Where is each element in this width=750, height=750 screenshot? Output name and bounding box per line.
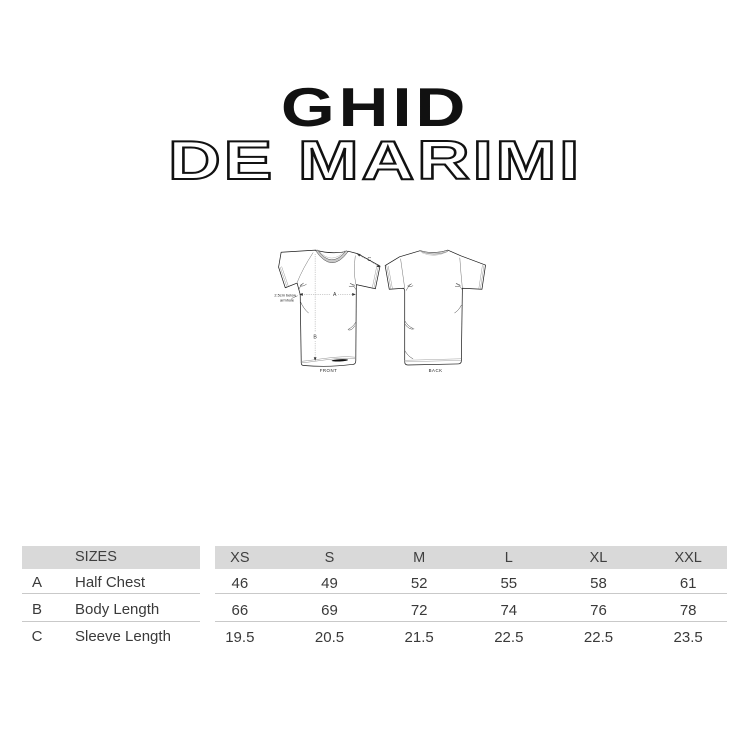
cell-value: 22.5 xyxy=(583,628,614,646)
size-header-m: M xyxy=(413,549,426,566)
size-header-s: S xyxy=(324,549,335,566)
cell-value: 66 xyxy=(231,601,249,619)
front-caption: FRONT xyxy=(319,368,338,374)
row-label: Body Length xyxy=(75,601,160,618)
size-column-headers xyxy=(195,546,733,569)
back-caption: BACK xyxy=(428,368,443,374)
size-header-xxl: XXL xyxy=(674,549,702,566)
cell-value: 23.5 xyxy=(673,628,703,646)
cell-value: 58 xyxy=(590,574,607,592)
sizes-header-label: SIZES xyxy=(75,549,117,565)
cell-value: 69 xyxy=(321,601,338,619)
cell-value: 22.5 xyxy=(494,628,524,646)
row-label: Sleeve Length xyxy=(75,628,171,645)
cell-value: 20.5 xyxy=(314,628,345,646)
marker-c-label: C xyxy=(367,256,372,263)
armhole-annotation-line2: armhole xyxy=(280,298,295,303)
size-header-xs: XS xyxy=(230,549,250,566)
marker-b-label: B xyxy=(313,334,317,341)
front-shirt-drawing xyxy=(279,250,380,366)
table-row xyxy=(0,626,750,648)
row-divider xyxy=(215,621,727,622)
cell-value: 52 xyxy=(410,574,428,592)
cell-value: 46 xyxy=(231,574,249,592)
row-values xyxy=(195,626,733,648)
page-title-line1: GHID xyxy=(280,76,470,138)
cell-value: 21.5 xyxy=(404,628,434,646)
row-letter: C xyxy=(31,628,43,645)
cell-value: 19.5 xyxy=(225,628,255,646)
row-values xyxy=(195,572,733,594)
back-shirt-drawing xyxy=(385,250,485,365)
size-table xyxy=(0,540,750,660)
row-letter: B xyxy=(31,601,42,618)
cell-value: 74 xyxy=(500,601,518,619)
marker-a-label: A xyxy=(332,292,337,299)
row-divider xyxy=(215,593,727,594)
size-header-l: L xyxy=(504,549,513,566)
row-divider xyxy=(22,621,200,622)
armhole-annotation xyxy=(274,293,297,302)
row-label: Half Chest xyxy=(75,574,146,591)
tshirt-measurement-diagram xyxy=(160,245,600,505)
row-values xyxy=(195,599,733,621)
cell-value: 49 xyxy=(321,574,338,592)
table-row xyxy=(0,599,750,621)
cell-value: 78 xyxy=(679,601,697,619)
table-row xyxy=(0,572,750,594)
cell-value: 76 xyxy=(590,601,607,619)
cell-value: 55 xyxy=(500,574,518,592)
row-letter: A xyxy=(31,574,42,591)
page-title-line2: DE MARIMI xyxy=(167,129,583,191)
size-header-xl: XL xyxy=(589,549,608,566)
cell-value: 61 xyxy=(679,574,697,592)
row-divider xyxy=(22,593,200,594)
armhole-annotation-line1: 2.5cm below xyxy=(274,293,297,298)
cell-value: 72 xyxy=(410,601,428,619)
